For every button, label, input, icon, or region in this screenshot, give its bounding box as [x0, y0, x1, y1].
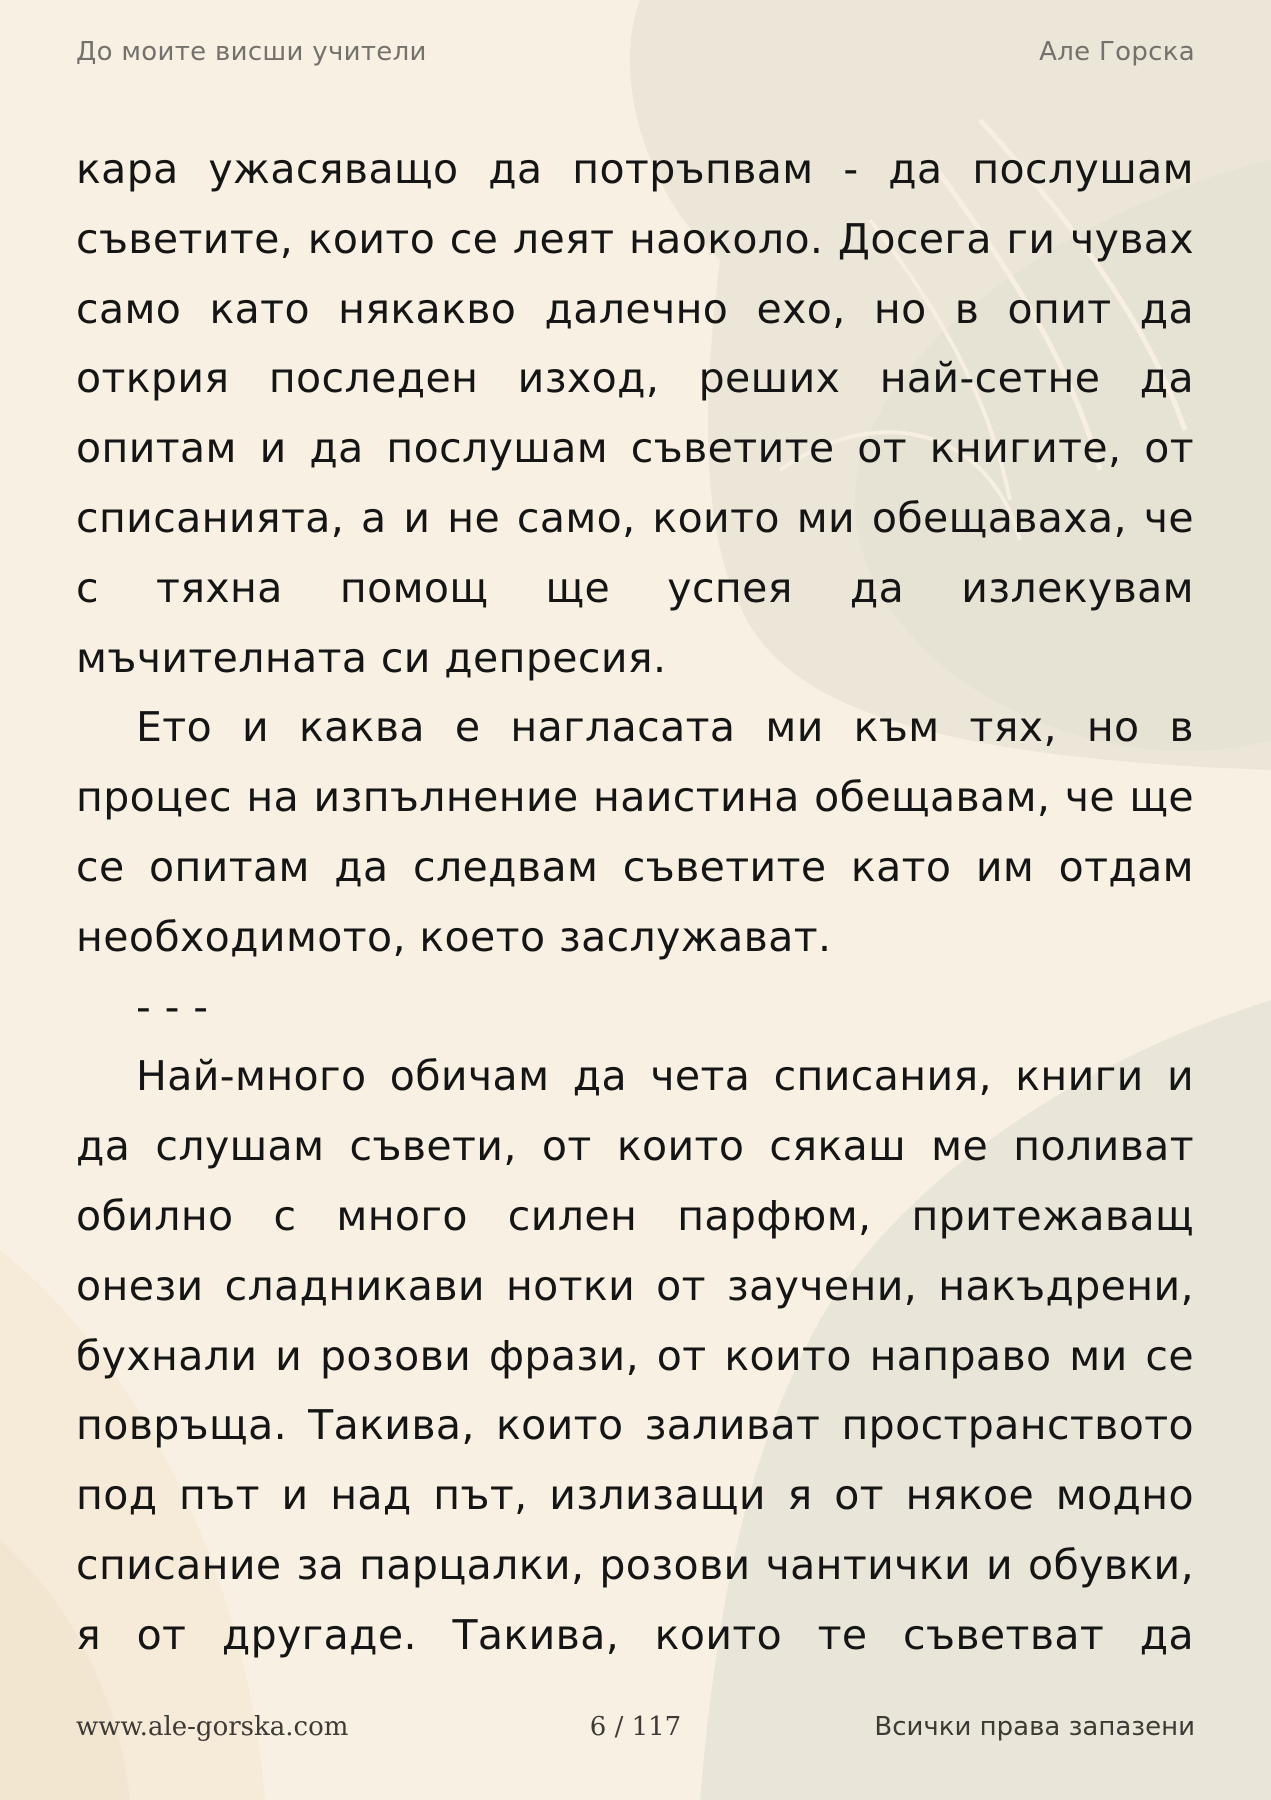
- paragraph-2: Ето и каква е нагласата ми към тях, но в процес на изпълнение наистина обещавам, че ще се опитам да следвам съветите като им отдам необходимото, което заслужават.: [76, 703, 1194, 961]
- page-footer: [76, 1712, 1195, 1748]
- website-url: www.ale-gorska.com: [76, 1712, 349, 1742]
- paragraph-3: Най-много обичам да чета списания, книги и да слушам съвети, от които сякаш ме поливат обилно с много силен парфюм, притежаващ онези сладникави нотки от заучени, накъдрени, бухнали и розови фрази, от които направо ми се повръща. Такива, които заливат пространството под път и над път, излизащи я от някое модно списание за парцалки, розови чантички и обувки, я от другаде. Такива, които те съветват да: [76, 1052, 1194, 1659]
- author-name: Але Горска: [1039, 37, 1195, 67]
- body-text: [76, 135, 1194, 1671]
- paragraph-1: кара ужасяващо да потръпвам - да послушам съветите, които се леят наоколо. Досега ги чувах само като някакво далечно ехо, но в опит да открия последен изход, реших най-сетне да опитам и да послушам съветите от книгите, от списанията, а и не само, които ми обещаваха, че с тяхна помощ ще успея да излекувам мъчителната си депресия.: [76, 145, 1194, 682]
- section-separator: - - -: [136, 982, 209, 1031]
- page-number: 6 / 117: [589, 1712, 682, 1742]
- copyright-notice: Всички права запазени: [874, 1712, 1195, 1742]
- book-title: До моите висши учители: [76, 37, 427, 67]
- page-header: [76, 34, 1195, 70]
